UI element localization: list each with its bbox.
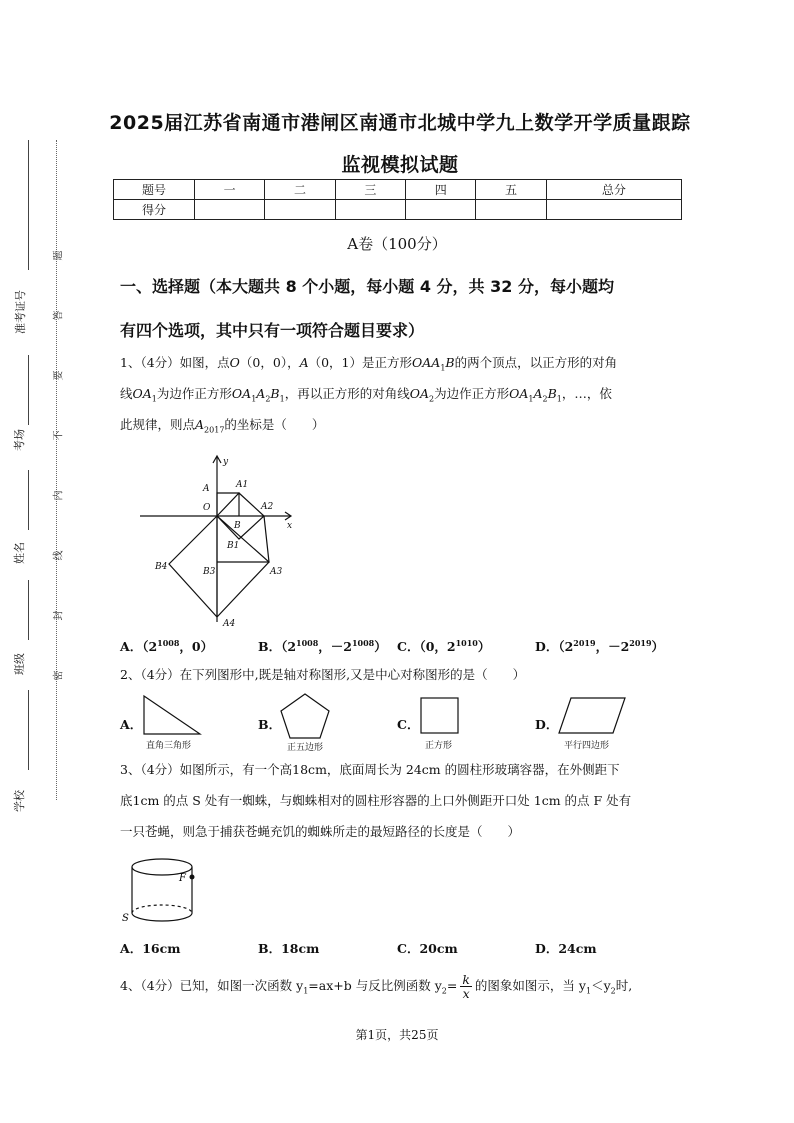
option-letter: C． xyxy=(397,717,420,732)
q1-line2 xyxy=(120,384,612,410)
subscript: 1 xyxy=(279,394,285,404)
q3-option-b[interactable]: B．18cm xyxy=(258,941,320,956)
text: 时, xyxy=(615,978,633,993)
text: 此规律，则点 xyxy=(120,417,196,432)
q2-caption-a: 直角三角形 xyxy=(146,741,192,751)
text: 的图象如图示，当 y xyxy=(474,978,586,993)
table-cell: 一 xyxy=(195,180,265,200)
q1-option-a[interactable] xyxy=(120,637,213,655)
score-entry-cell[interactable] xyxy=(335,200,405,220)
score-entry-cell[interactable] xyxy=(476,200,546,220)
score-table-score-row xyxy=(114,200,682,220)
denominator: x xyxy=(462,986,470,1001)
math-var: B xyxy=(270,386,280,401)
seal-char: 密 xyxy=(53,670,65,681)
fill-line xyxy=(28,690,29,770)
q3-option-d[interactable]: D．24cm xyxy=(535,941,597,956)
text: 如图，点 xyxy=(179,355,230,370)
label-B: B xyxy=(234,521,241,531)
subscript: 2 xyxy=(610,986,616,996)
option-text: ） xyxy=(374,639,387,654)
q3-line2: 底1cm 的点 S 处有一蜘蛛，与蜘蛛相对的圆柱形容器的上口外侧距开口处 1cm 的点 F 处有 xyxy=(120,793,632,808)
fill-line xyxy=(28,580,29,640)
option-text: C．（0，2 xyxy=(397,639,456,654)
q1-option-c[interactable] xyxy=(397,637,490,655)
score-entry-cell[interactable] xyxy=(546,200,681,220)
subscript: 1 xyxy=(585,986,592,996)
fill-line xyxy=(28,355,29,425)
exponent: 1008 xyxy=(157,637,180,648)
label-B4: B4 xyxy=(155,562,168,572)
table-cell: 题号 xyxy=(114,180,195,200)
q1-option-b[interactable] xyxy=(258,637,387,655)
label-y: y xyxy=(223,457,229,467)
table-cell: 总分 xyxy=(546,180,681,200)
table-cell: 三 xyxy=(335,180,405,200)
page-footer: 第1页，共25页 xyxy=(355,1028,439,1042)
text: 的两个顶点，以正方形的对角 xyxy=(454,355,618,370)
math-var: OA xyxy=(409,386,429,401)
subscript: 1 xyxy=(151,394,157,404)
label-A: A xyxy=(203,484,210,494)
score-entry-cell[interactable] xyxy=(406,200,476,220)
square-shape xyxy=(419,696,461,736)
class-label: 班级 xyxy=(13,653,26,675)
option-text: D．（2 xyxy=(535,639,574,654)
math-var: OA xyxy=(132,386,152,401)
q2-option-c[interactable] xyxy=(397,715,419,733)
table-cell: 五 xyxy=(476,180,546,200)
score-table xyxy=(113,179,682,220)
text: 为边作正方形 xyxy=(156,386,232,401)
q4-line1 xyxy=(120,973,632,1002)
math-var: A xyxy=(195,417,205,432)
option-text: B．（2 xyxy=(258,639,297,654)
exponent: 2019 xyxy=(629,637,652,648)
section-heading-line2: 有四个选项，其中只有一项符合题目要求） xyxy=(120,321,425,340)
text: ，再以正方形的对角线 xyxy=(284,386,410,401)
q2-text: 2、（4分）在下列图形中,既是轴对称图形,又是中心对称图形的是（ ） xyxy=(120,667,526,682)
label-O: O xyxy=(203,503,211,513)
score-entry-cell[interactable] xyxy=(195,200,265,220)
q2-option-d[interactable] xyxy=(535,715,558,733)
math-var: A xyxy=(299,355,309,370)
table-cell: 四 xyxy=(406,180,476,200)
math-var: A xyxy=(533,386,543,401)
text: = xyxy=(446,978,458,993)
option-text: ） xyxy=(651,639,665,654)
subscript: 1 xyxy=(556,394,562,404)
option-text: ，－2 xyxy=(318,639,352,654)
math-var: B xyxy=(547,386,557,401)
name-label: 姓名 xyxy=(13,542,26,564)
math-var: O xyxy=(229,355,240,370)
q2-caption-c: 正方形 xyxy=(425,741,453,751)
q1-number: 1、（4分） xyxy=(120,355,180,370)
pentagon-shape xyxy=(279,692,331,740)
subscript: 1 xyxy=(251,394,257,404)
text: ，…，依 xyxy=(561,386,612,401)
subscript: 1 xyxy=(528,394,534,404)
exponent: 2019 xyxy=(573,637,596,648)
seal-char: 题 xyxy=(53,250,65,261)
seal-char: 要 xyxy=(53,370,65,381)
q1-figure xyxy=(135,452,305,632)
label-x: x xyxy=(287,521,293,531)
label-A3: A3 xyxy=(270,567,283,577)
option-letter: B． xyxy=(258,717,282,732)
q2-caption-b: 正五边形 xyxy=(287,743,324,753)
seal-char: 内 xyxy=(53,490,65,501)
option-text: ） xyxy=(477,639,491,654)
doc-title-line1: 2025届江苏省南通市港闸区南通市北城中学九上数学开学质量跟踪 xyxy=(109,112,691,134)
cylinder-figure xyxy=(120,855,205,925)
text: =ax+b 与反比例函数 y xyxy=(308,978,442,993)
subscript: 2 xyxy=(441,986,447,996)
seal-char: 答 xyxy=(53,310,65,321)
option-text: A．（2 xyxy=(120,639,158,654)
subscript: 2 xyxy=(265,394,271,404)
q3-option-a[interactable]: A．16cm xyxy=(120,941,181,956)
parallelogram-shape xyxy=(557,696,627,736)
right-triangle-shape xyxy=(142,694,202,736)
q1-line1 xyxy=(120,353,617,379)
table-cell: 二 xyxy=(265,180,335,200)
exponent: 1010 xyxy=(455,637,478,648)
label-F: F xyxy=(179,873,186,884)
seal-char: 封 xyxy=(53,610,65,621)
text: 为边作正方形 xyxy=(434,386,510,401)
text: 的坐标是（ ） xyxy=(224,417,325,432)
exponent: 1008 xyxy=(296,637,319,648)
label-A2: A2 xyxy=(261,502,274,512)
option-text: ，0） xyxy=(179,639,214,654)
seal-char: 不 xyxy=(53,430,65,441)
exam-id-label: 准考证号 xyxy=(14,290,27,334)
label-B1: B1 xyxy=(227,541,240,551)
exam-room-label: 考场 xyxy=(13,429,26,451)
label-B3: B3 xyxy=(203,567,216,577)
q1-option-d[interactable] xyxy=(535,637,664,655)
square-oa3a4b3 xyxy=(169,516,269,617)
q2-caption-d: 平行四边形 xyxy=(564,741,610,751)
option-text: ，－2 xyxy=(595,639,630,654)
score-table-header-row xyxy=(114,180,682,200)
fill-line xyxy=(28,470,29,530)
text: （0，0）， xyxy=(239,355,300,370)
numerator: k xyxy=(462,972,470,987)
q2-option-b[interactable] xyxy=(258,715,281,733)
subscript: 1 xyxy=(440,363,446,373)
q3-line3: 一只苍蝇，则急于捕获苍蝇充饥的蜘蛛所走的最短路径的长度是（ ） xyxy=(120,824,521,839)
option-letter: D． xyxy=(535,717,559,732)
exponent: 1008 xyxy=(351,637,375,648)
q2-option-a[interactable] xyxy=(120,715,142,733)
school-label: 学校 xyxy=(13,790,26,812)
math-var: B xyxy=(445,355,455,370)
math-var: OAA xyxy=(412,355,441,370)
doc-title-line2: 监视模拟试题 xyxy=(341,154,459,176)
table-cell: 得分 xyxy=(114,200,195,220)
seal-char: 线 xyxy=(53,550,65,561)
text: ＜y xyxy=(591,978,611,993)
q3-option-c[interactable]: C．20cm xyxy=(397,941,458,956)
volume-heading: A卷（100分） xyxy=(347,235,447,253)
text: 线 xyxy=(120,386,133,401)
text: （0，1）是正方形 xyxy=(308,355,413,370)
text: 4、（4分）已知，如图一次函数 y xyxy=(120,978,304,993)
section-heading-line1: 一、选择题（本大题共 8 个小题，每小题 4 分，共 32 分，每小题均 xyxy=(120,277,614,296)
subscript: 2 xyxy=(428,394,435,404)
q3-line1: 3、（4分）如图所示，有一个高18cm，底面周长为 24cm 的圆柱形玻璃容器，在外侧距下 xyxy=(120,762,620,777)
math-var: A xyxy=(256,386,266,401)
fraction xyxy=(460,973,472,1000)
label-S: S xyxy=(122,913,129,924)
subscript: 1 xyxy=(303,986,309,996)
q1-line3 xyxy=(120,415,324,441)
math-var: OA xyxy=(231,386,252,401)
subscript: 2017 xyxy=(204,425,225,435)
math-var: OA xyxy=(509,386,529,401)
subscript: 2 xyxy=(542,394,548,404)
label-A1: A1 xyxy=(236,480,249,490)
score-entry-cell[interactable] xyxy=(265,200,335,220)
label-A4: A4 xyxy=(223,619,236,629)
option-letter: A． xyxy=(120,717,143,732)
